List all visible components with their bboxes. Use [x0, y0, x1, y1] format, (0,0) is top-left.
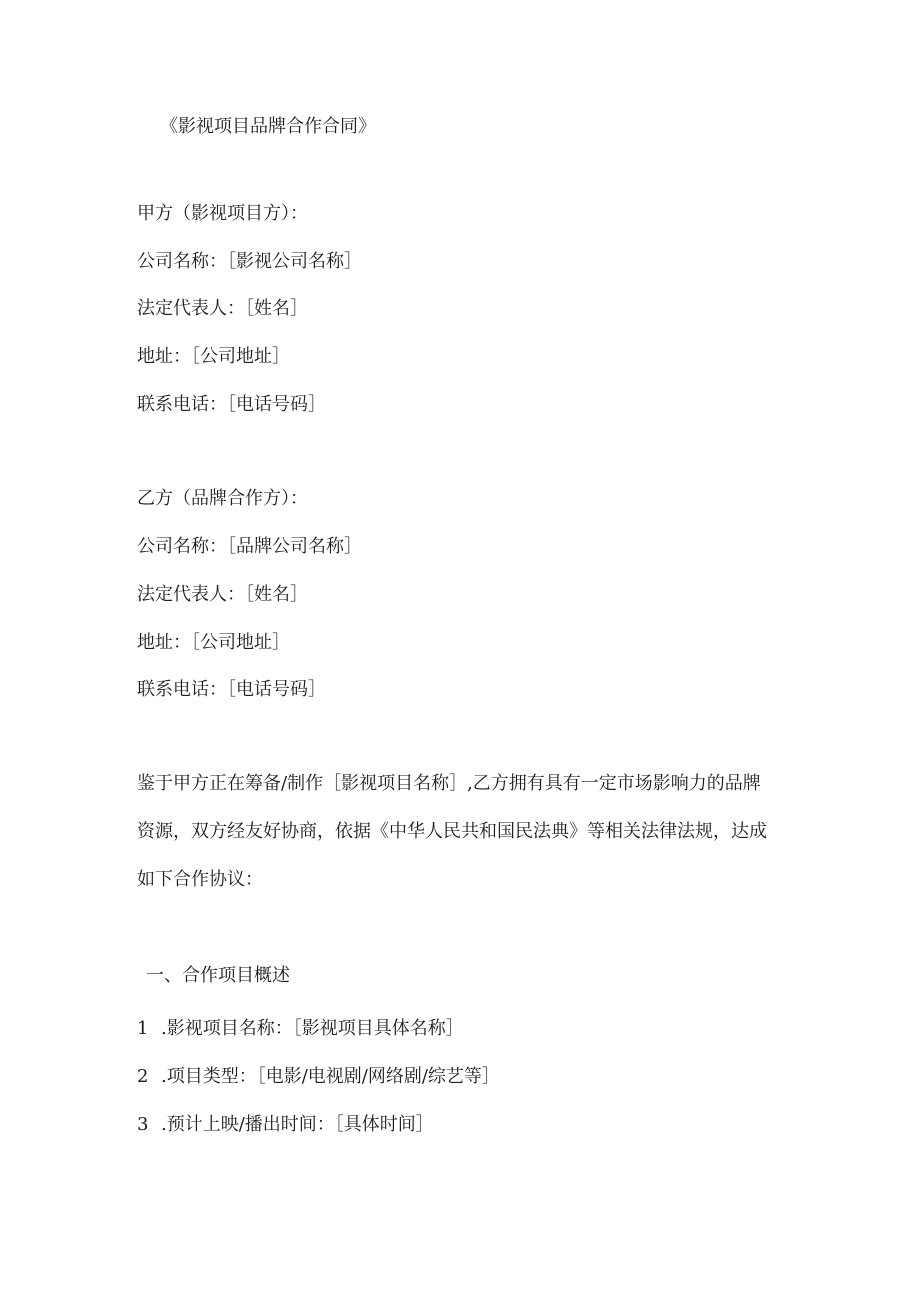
section-1-item-2	[137, 1065, 500, 1089]
item-number: 2	[137, 1066, 149, 1087]
preamble-line-2: 资源，双方经友好协商，依据《中华人民共和国民法典》等相关法律法规，达成	[137, 821, 767, 842]
preamble-line-3: 如下合作协议：	[137, 869, 263, 890]
party-b-representative: 法定代表人：［姓名］	[137, 584, 308, 605]
party-a-company: 公司名称：［影视公司名称］	[137, 251, 362, 272]
preamble-line-1: 鉴于甲方正在筹备/制作［影视项目名称］,乙方拥有具有一定市场影响力的品牌	[137, 773, 761, 794]
party-a-phone: 联系电话：［电话号码］	[137, 394, 326, 415]
party-a-heading: 甲方（影视项目方）：	[137, 203, 308, 224]
party-b-phone: 联系电话：［电话号码］	[137, 679, 326, 700]
item-text: .影视项目名称：［影视项目具体名称］	[161, 1018, 464, 1039]
party-a-address: 地址：［公司地址］	[137, 346, 290, 367]
section-1-item-1	[137, 1017, 464, 1041]
document-title: 《影视项目品牌合作合同》	[160, 116, 376, 137]
party-a-representative: 法定代表人：［姓名］	[137, 298, 308, 319]
party-b-company: 公司名称：［品牌公司名称］	[137, 536, 362, 557]
item-text: .预计上映/播出时间：［具体时间］	[161, 1114, 434, 1135]
party-b-address: 地址：［公司地址］	[137, 632, 290, 653]
item-number: 3	[137, 1114, 149, 1135]
item-text: .项目类型：［电影/电视剧/网络剧/综艺等］	[161, 1066, 500, 1087]
party-b-heading: 乙方（品牌合作方）：	[137, 488, 308, 509]
section-1-item-3	[137, 1113, 434, 1137]
item-number: 1	[137, 1018, 149, 1039]
section-1-heading: 一、合作项目概述	[146, 965, 290, 986]
